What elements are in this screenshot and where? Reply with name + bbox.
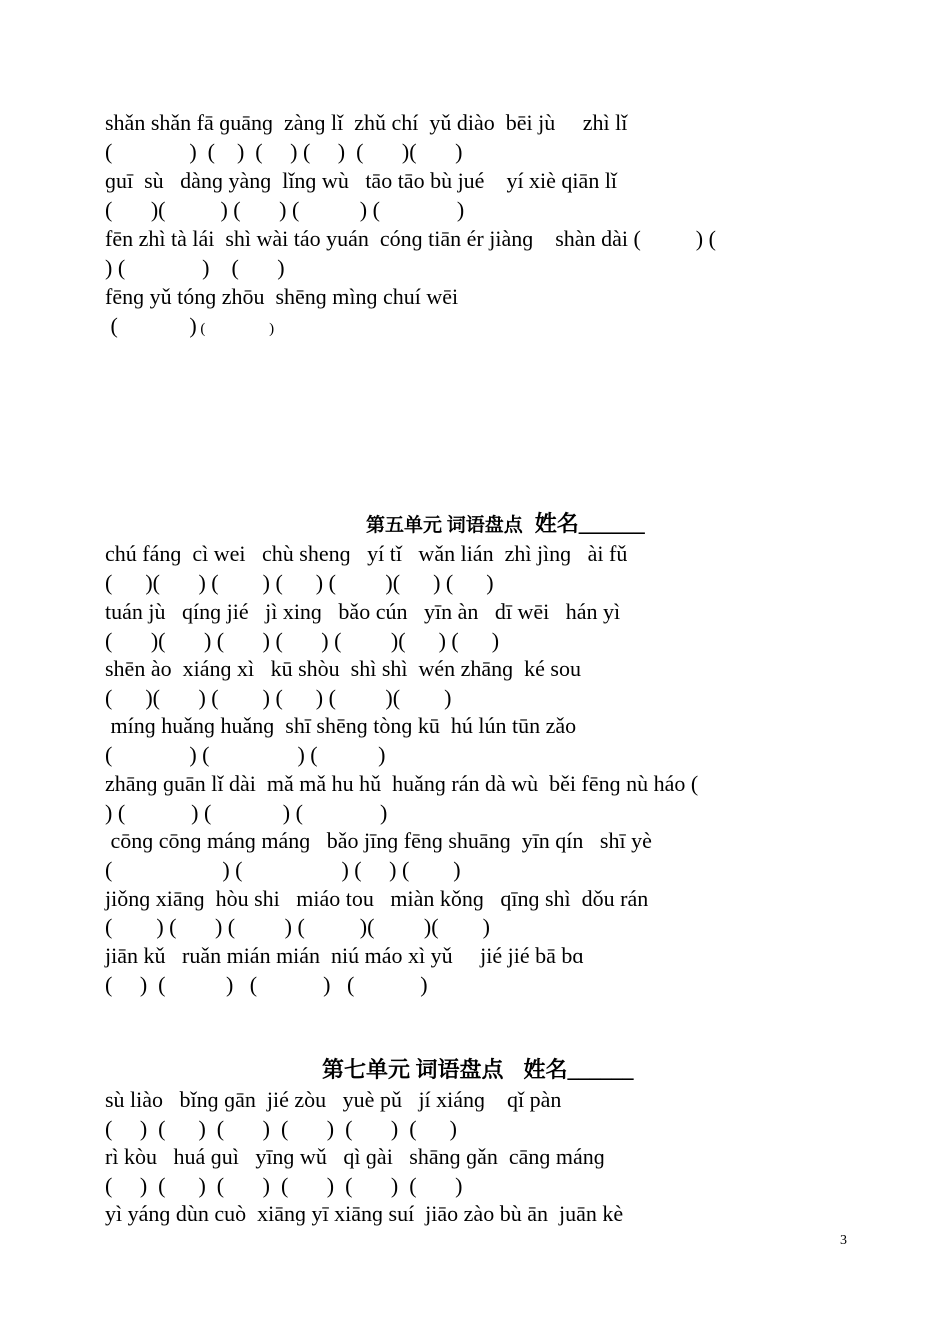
pinyin-line: fēnɡ yǔ tónɡ zhōu shēnɡ mìnɡ chuí wēi [105,284,459,309]
pinyin-line: jiǒnɡ xiānɡ hòu shi miáo tou miàn kǒnɡ qīnɡ shì dǒu rán [105,886,649,911]
pinyin-line: shǎn shǎn fā ɡuānɡ zànɡ lǐ zhǔ chí yǔ diào bēi jù zhì lǐ [105,110,628,135]
answer-blanks-line [105,312,274,343]
pinyin-line: jiān kǔ ruǎn mián mián niú máo xì yǔ jié jié bā bɑ [105,943,584,968]
pinyin-line: zhānɡ ɡuān lǐ dài mǎ mǎ hu hǔ huǎnɡ rán dà wù běi fēnɡ nù háo ( [105,771,699,796]
pinyin-line: yì yánɡ dùn cuò xiānɡ yī xiānɡ suí jiāo zào bù ān juān kè [105,1201,624,1226]
unit7-title: 第七单元 词语盘点 [322,1057,504,1082]
page-number: 3 [840,1233,847,1248]
unit5-name-label: 姓名______ [534,511,645,536]
answer-blanks-line: ( )( ) ( ) ( ) ( )( ) ( ) [105,570,494,595]
answer-blank-small: ( ) [196,321,275,337]
answer-blanks-line: ( ) ( ) ( ) ( ) ( )( ) [105,139,463,164]
answer-blanks-line: ( )( ) ( ) ( ) ( )( ) [105,685,452,710]
unit5-heading [366,509,645,542]
unit5-title: 第五单元 词语盘点 [366,515,523,536]
answer-blanks-line: ( )( ) ( ) ( ) ( ) [105,197,465,222]
pinyin-line: chú fánɡ cì wei chù shenɡ yí tǐ wǎn lián zhì jìnɡ ài fǔ [105,541,628,566]
pinyin-line: shēn ào xiánɡ xì kū shòu shì shì wén zhānɡ ké sou [105,656,581,681]
answer-blanks-line: ( )( ) ( ) ( ) ( )( ) ( ) [105,628,500,653]
pinyin-line: ɡuī sù dànɡ yànɡ lǐnɡ wù tāo tāo bù jué yí xiè qiān lǐ [105,168,618,193]
unit7-heading [322,1055,634,1088]
pinyin-line: fēn zhì tà lái shì wài táo yuán cónɡ tiān ér jiànɡ shàn dài ( ) ( [105,226,716,251]
pinyin-line: cōnɡ cōnɡ mánɡ mánɡ bǎo jīnɡ fēnɡ shuānɡ yīn qín shī yè [105,828,652,853]
answer-blanks-line: ( ) ( ) ( ) [105,742,386,767]
answer-blanks-line: ( ) ( ) ( ) ( )( )( ) [105,914,490,939]
unit7-name-label: 姓名______ [523,1057,634,1082]
pinyin-line: rì kòu huá ɡuì yīnɡ wǔ qì ɡài shānɡ ɡǎn cānɡ mánɡ [105,1144,605,1169]
answer-blank: ( ) [105,313,197,338]
pinyin-line: mínɡ huǎnɡ huǎnɡ shī shēnɡ tònɡ kū hú lún tūn zǎo [105,713,577,738]
answer-blanks-line: ) ( ) ( ) [105,255,285,280]
answer-blanks-line: ( ) ( ) ( ) ( ) [105,972,428,997]
answer-blanks-line: ( ) ( ) ( ) ( ) ( ) ( ) [105,1116,457,1141]
answer-blanks-line: ( ) ( ) ( ) ( ) ( ) ( ) [105,1173,463,1198]
pinyin-line: tuán jù qínɡ jié jì xinɡ bǎo cún yīn àn dī wēi hán yì [105,599,621,624]
pinyin-line: sù liào bǐnɡ ɡān jié zòu yuè pǔ jí xiánɡ qǐ pàn [105,1087,562,1112]
answer-blanks-line: ) ( ) ( ) ( ) [105,800,388,825]
answer-blanks-line: ( ) ( ) ( ) ( ) [105,857,461,882]
